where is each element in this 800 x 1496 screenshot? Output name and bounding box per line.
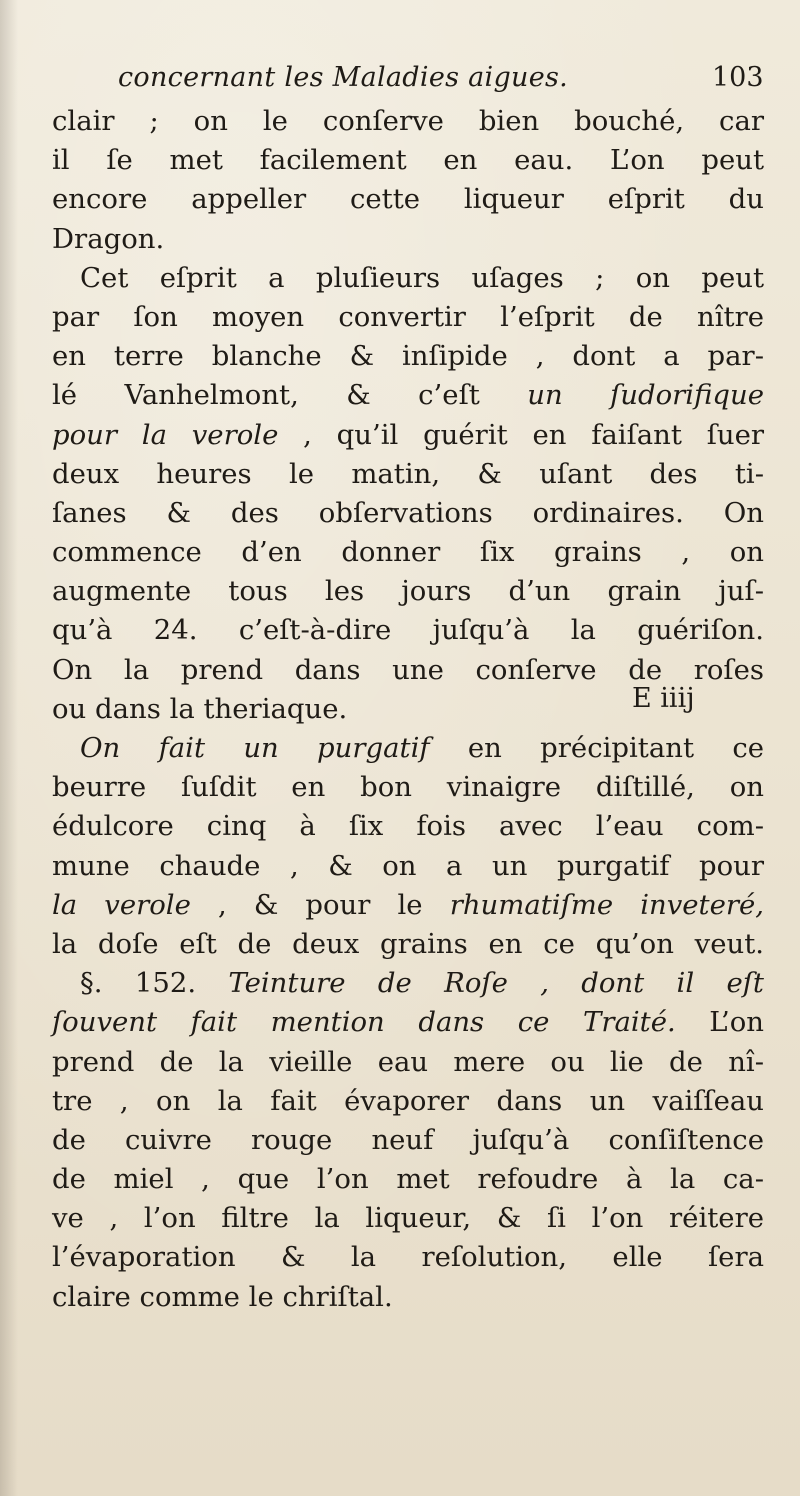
- text-line: [52, 1043, 764, 1082]
- text-line: [52, 886, 764, 925]
- text-run: beurre ſuſdit en bon vinaigre diſtillé, on: [52, 771, 764, 804]
- text-run: Cet eſprit a pluſieurs uſages ; on peut: [80, 261, 764, 294]
- text-run: deux heures le matin, & uſant des ti-: [52, 457, 764, 490]
- text-run: claire comme le chriſtal.: [52, 1280, 393, 1313]
- text-line: [52, 1199, 764, 1238]
- text-line: [52, 1003, 764, 1042]
- text-line: [52, 141, 764, 180]
- text-line: [52, 1238, 764, 1277]
- italic-text: ſouvent fait mention dans ce Traité.: [52, 1006, 676, 1039]
- gutter-shadow: [0, 0, 18, 1496]
- text-run: ſanes & des obſervations ordinaires. On: [52, 496, 764, 529]
- text-line: [52, 455, 764, 494]
- italic-text: rhumatiſme inveteré,: [449, 888, 765, 921]
- signature-mark: E iiij: [632, 683, 695, 714]
- text-line: [52, 220, 764, 259]
- text-line: [52, 1278, 764, 1317]
- text-run: la doſe eſt de deux grains en ce qu’on veut.: [52, 927, 764, 960]
- text-run: lé Vanhelmont, & c’eſt: [52, 379, 528, 412]
- text-run: qu’à 24. c’eſt-à-dire juſqu’à la guériſon.: [52, 614, 764, 647]
- text-run: l’évaporation & la reſolution, elle ſera: [52, 1241, 764, 1274]
- text-line: [52, 180, 764, 219]
- text-line: [52, 416, 764, 455]
- text-run: par ſon moyen convertir l’eſprit de nître: [52, 300, 764, 333]
- text-run: tre , on la fait évaporer dans un vaiſſeau: [52, 1084, 764, 1117]
- text-line: [52, 1082, 764, 1121]
- text-line: [52, 376, 764, 415]
- text-run: Dragon.: [52, 222, 165, 255]
- text-run: en terre blanche & inſipide , dont a par-: [52, 340, 764, 373]
- text-line: [52, 494, 764, 533]
- text-line: [52, 572, 764, 611]
- text-run: édulcore cinq à ſix fois avec l’eau com-: [52, 810, 764, 843]
- text-run: il ſe met facilement en eau. L’on peut: [52, 144, 764, 177]
- text-line: [52, 1121, 764, 1160]
- running-head: [0, 62, 800, 102]
- page-number: 103: [712, 62, 764, 93]
- text-run: §. 152.: [80, 967, 229, 1000]
- text-run: On la prend dans une conſerve de roſes: [52, 653, 764, 686]
- text-line: [52, 807, 764, 846]
- text-run: de cuivre rouge neuf juſqu’à conſiſtence: [52, 1123, 764, 1156]
- text-line: [52, 533, 764, 572]
- text-run: , qu’il guérit en faiſant ſuer: [278, 418, 764, 451]
- text-line: [52, 729, 764, 768]
- text-run: mune chaude , & on a un purgatif pour: [52, 849, 764, 882]
- text-run: ve , l’on filtre la liqueur, & ſi l’on réitere: [52, 1202, 764, 1235]
- italic-text: la verole: [52, 888, 191, 921]
- text-run: prend de la vieille eau mere ou lie de nî-: [52, 1045, 764, 1078]
- text-run: L’on: [675, 1006, 764, 1039]
- text-line: [52, 1160, 764, 1199]
- text-line: [52, 259, 764, 298]
- text-line: [52, 611, 764, 650]
- italic-text: On fait un purgatif: [80, 732, 430, 764]
- text-line: [52, 298, 764, 337]
- text-run: commence d’en donner ſix grains , on: [52, 536, 764, 569]
- text-line: [52, 925, 764, 964]
- italic-text: pour la verole: [52, 418, 279, 451]
- italic-text: un ſudorifique: [527, 379, 764, 412]
- italic-text: Teinture de Roſe , dont il eſt: [228, 967, 764, 1000]
- text-line: [52, 847, 764, 886]
- text-run: encore appeller cette liqueur eſprit du: [52, 183, 764, 216]
- text-run: , & pour le: [190, 888, 450, 921]
- text-run: clair ; on le conſerve bien bouché, car: [52, 105, 764, 137]
- text-run: ou dans la theriaque.: [52, 692, 348, 725]
- text-line: [52, 102, 764, 141]
- text-run: de miel , que l’on met refoudre à la ca-: [52, 1163, 764, 1196]
- text-run: augmente tous les jours d’un grain juſ-: [52, 575, 764, 608]
- text-line: [52, 337, 764, 376]
- text-line: [52, 964, 764, 1003]
- text-run: en précipitant ce: [429, 732, 764, 764]
- text-line: [52, 768, 764, 807]
- running-title: concernant les Maladies aigues.: [118, 62, 569, 93]
